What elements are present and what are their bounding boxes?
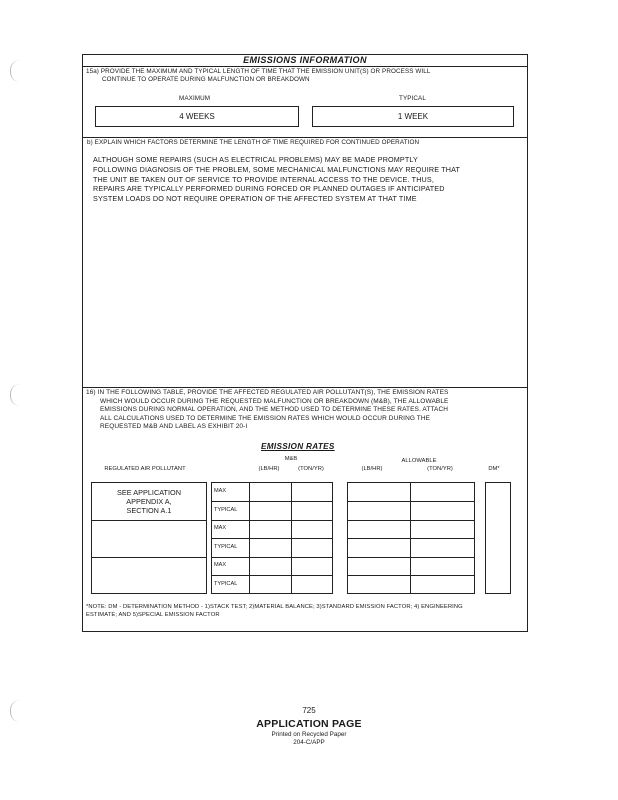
question-15a [86,68,524,84]
dm-column-header: DM* [488,466,500,472]
question-16-line: ALL CALCULATIONS USED TO DETERMINE THE EMISSION RATES WHICH WOULD OCCUR DURING THE [100,414,431,422]
mb-rates-table [211,482,333,594]
question-15a-line2: CONTINUE TO OPERATE DURING MALFUNCTION OR BREAKDOWN [102,75,310,83]
allowable-column-header: ALLOWABLE [401,458,437,464]
allowable-lbhr-header: (LB/HR) [361,466,383,472]
note-line: *NOTE: DM - DETERMINATION METHOD - 1)STACK TEST; 2)MATERIAL BALANCE; 3)STANDARD EMISSION FACTOR; 4) ENGINEERING [86,604,463,610]
question-16-line: WHICH WOULD OCCUR DURING THE REQUESTED MALFUNCTION OR BREAKDOWN (M&B), THE ALLOWABLE [100,397,449,405]
maximum-duration-field[interactable]: 4 WEEKS [95,106,299,127]
title-divider [83,66,527,67]
footer-title: APPLICATION PAGE [256,718,362,730]
note-line: ESTIMATE; AND 5)SPECIAL EMISSION FACTOR [86,612,220,618]
page-number: 725 [302,706,316,715]
table-row-divider [212,557,332,558]
pollutant-column-header: REGULATED AIR POLLUTANT [104,466,186,472]
table-row-divider [92,557,206,558]
question-16-line: 16) IN THE FOLLOWING TABLE, PROVIDE THE AFFECTED REGULATED AIR POLLUTANT(S), THE EMISSION RATES [86,389,449,396]
table-row-divider [212,520,332,521]
row-label-max: MAX [214,525,227,531]
row-label-max: MAX [214,488,227,494]
table-row-divider [348,557,474,558]
form-code: 204-C/APP [293,739,325,746]
dm-table [485,482,511,594]
table-row-divider [212,575,332,576]
table-row-divider [348,501,474,502]
pollutant-cell[interactable] [92,488,206,515]
pollutant-table [91,482,207,594]
row-label-typical: TYPICAL [214,581,238,587]
question-15b: b) EXPLAIN WHICH FACTORS DETERMINE THE LENGTH OF TIME REQUIRED FOR CONTINUED OPERATION [87,139,420,146]
table-row-divider [92,520,206,521]
mb-column-header: M&B [284,456,298,462]
answer-line: ALTHOUGH SOME REPAIRS (SUCH AS ELECTRICAL PROBLEMS) MAY BE MADE PROMPTLY [93,155,418,164]
table-row-divider [348,575,474,576]
emission-rates-title: EMISSION RATES [261,442,335,451]
binder-hole-mark [10,384,21,406]
question-15b-answer[interactable] [93,155,525,204]
maximum-label: MAXIMUM [179,95,211,102]
allowable-rates-table [347,482,475,594]
answer-line: REPAIRS ARE TYPICALLY PERFORMED DURING FORCED OR PLANNED OUTAGES IF ANTICIPATED [93,184,445,194]
table-row-divider [212,501,332,502]
section-divider [83,137,527,138]
pollutant-line: APPENDIX A, [126,497,172,506]
pollutant-line: SEE APPLICATION [117,488,181,497]
question-16-line: EMISSIONS DURING NORMAL OPERATION, AND THE METHOD USED TO DETERMINE THESE RATES. ATTACH [100,406,449,413]
answer-line: THE UNIT BE TAKEN OUT OF SERVICE TO PROVIDE INTERNAL ACCESS TO THE DEVICE. THUS, [93,174,434,184]
table-row-divider [212,538,332,539]
answer-line: FOLLOWING DIAGNOSIS OF THE PROBLEM, SOME MECHANICAL MALFUNCTIONS MAY REQUIRE THAT [93,164,461,174]
table-row-divider [348,538,474,539]
binder-hole-mark [10,60,21,82]
mb-tonyr-header: (TON/YR) [298,466,324,472]
pollutant-line: SECTION A.1 [126,506,172,515]
allowable-tonyr-header: (TON/YR) [427,466,453,472]
typical-label: TYPICAL [399,95,426,102]
form-title: EMISSIONS INFORMATION [243,55,367,65]
mb-lbhr-header: (LB/HR) [258,466,280,472]
row-label-max: MAX [214,562,227,568]
table-row-divider [348,520,474,521]
question-16 [86,389,524,432]
emissions-form [82,54,528,632]
recycled-paper-note: Printed on Recycled Paper [271,731,347,738]
typical-duration-field[interactable]: 1 WEEK [312,106,514,127]
determination-method-note [86,603,526,619]
section-divider [83,387,527,388]
row-label-typical: TYPICAL [214,544,238,550]
question-16-line: REQUESTED M&B AND LABEL AS EXHIBIT 20-I [100,423,248,430]
answer-line: SYSTEM LOADS DO NOT REQUIRE OPERATION OF THE AFFECTED SYSTEM AT THAT TIME [93,194,417,204]
row-label-typical: TYPICAL [214,507,238,513]
question-15a-line1: 15a) PROVIDE THE MAXIMUM AND TYPICAL LENGTH OF TIME THAT THE EMISSION UNIT(S) OR PROCESS WILL [86,68,431,75]
